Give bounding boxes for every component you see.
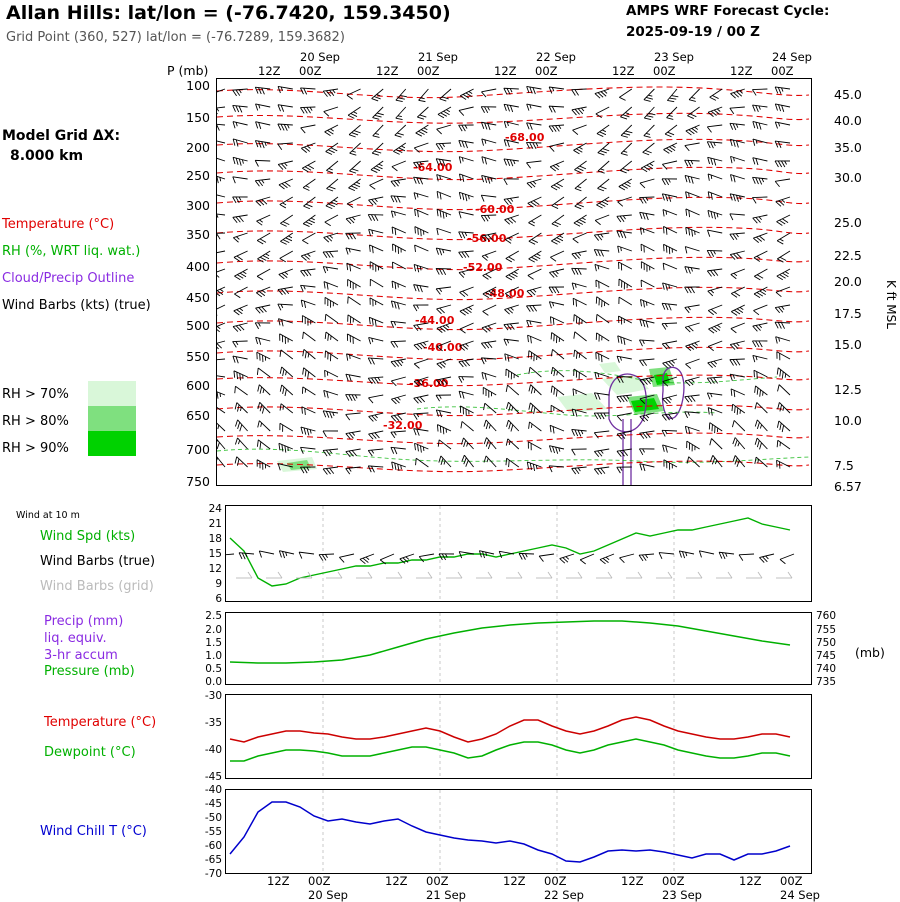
- label-windchill-series: Wind Chill T (°C): [40, 824, 147, 839]
- ytick-spd-15: 15: [182, 548, 222, 560]
- legend-rh90-swatch: [88, 431, 136, 456]
- legend-rh70-label: RH > 70%: [2, 387, 69, 402]
- ytick-left-7: 450: [168, 290, 210, 305]
- temperature-dewpoint-chart[interactable]: [225, 694, 812, 779]
- legend-cloud-precip: Cloud/Precip Outline: [2, 271, 134, 286]
- ytick-precip-1: 2.0: [182, 624, 222, 636]
- ytick-spd-24: 24: [182, 503, 222, 515]
- svg-text:-32.00: -32.00: [383, 419, 423, 432]
- sounding-chart[interactable]: [216, 78, 812, 486]
- ytick-precip-4: 0.5: [182, 663, 222, 675]
- xday-bottom-3: 23 Sep: [662, 888, 702, 902]
- xtick-bottom-6: 12Z: [621, 874, 644, 888]
- kft-axis-label: K ft MSL: [884, 280, 898, 329]
- xtick-bottom-2: 12Z: [385, 874, 408, 888]
- svg-text:-48.00: -48.00: [485, 287, 525, 300]
- label-temperature-series: Temperature (°C): [44, 715, 156, 730]
- ytick-precip-2: 1.5: [182, 637, 222, 649]
- ytick-left-5: 350: [168, 227, 210, 242]
- pressure-axis-label: P (mb): [167, 63, 208, 78]
- xtick-top-3: 00Z: [417, 64, 440, 78]
- label-wind-barbs-true: Wind Barbs (true): [40, 554, 155, 569]
- wind-barbs-grid-row: [236, 572, 792, 578]
- wind-speed-chart[interactable]: [225, 505, 812, 602]
- ytick-temp-1: -35: [182, 717, 222, 729]
- legend-rh: RH (%, WRT liq. wat.): [2, 244, 140, 259]
- dewpoint-line: [230, 739, 790, 761]
- pressure-precip-chart[interactable]: [225, 612, 812, 685]
- xday-top-3: 23 Sep: [654, 50, 694, 64]
- ytick-left-10: 600: [168, 378, 210, 393]
- legend-rh90-label: RH > 90%: [2, 441, 69, 456]
- ytick-press-1: 755: [816, 624, 856, 636]
- label-3hr-accum: 3-hr accum: [44, 648, 118, 663]
- ytick-left-9: 550: [168, 349, 210, 364]
- ytick-press-3: 745: [816, 650, 856, 662]
- ytick-chill-1: -45: [182, 798, 222, 810]
- forecast-cycle-value: 2025-09-19 / 00 Z: [626, 24, 760, 40]
- label-pressure: Pressure (mb): [44, 664, 135, 679]
- ytick-press-0: 760: [816, 610, 856, 622]
- ytick-precip-3: 1.0: [182, 650, 222, 662]
- ytick-left-12: 700: [168, 442, 210, 457]
- wind-barbs-true-row: [226, 551, 796, 566]
- ytick-right-7: 17.5: [834, 306, 878, 321]
- ytick-left-0: 100: [168, 78, 210, 93]
- pressure-line: [230, 621, 790, 663]
- ytick-chill-4: -60: [182, 840, 222, 852]
- ytick-left-8: 500: [168, 318, 210, 333]
- xday-bottom-4: 24 Sep: [780, 888, 820, 902]
- ytick-right-3: 30.0: [834, 170, 878, 185]
- svg-text:-56.00: -56.00: [467, 232, 507, 245]
- ytick-left-13: 750: [168, 474, 210, 489]
- legend-rh70-swatch: [88, 381, 136, 406]
- ytick-spd-9: 9: [182, 578, 222, 590]
- ytick-chill-0: -40: [182, 784, 222, 796]
- xtick-top-1: 00Z: [299, 64, 322, 78]
- xtick-top-2: 12Z: [376, 64, 399, 78]
- ytick-right-2: 35.0: [834, 140, 878, 155]
- forecast-cycle-label: AMPS WRF Forecast Cycle:: [626, 3, 829, 19]
- temperature-line: [230, 717, 790, 742]
- ytick-press-2: 750: [816, 637, 856, 649]
- ytick-spd-21: 21: [182, 518, 222, 530]
- ytick-spd-18: 18: [182, 533, 222, 545]
- temp-contour-labels: [383, 131, 545, 432]
- label-liq-equiv: liq. equiv.: [44, 631, 107, 646]
- ytick-temp-2: -40: [182, 744, 222, 756]
- model-grid-label: Model Grid ΔX:: [2, 128, 120, 144]
- legend-rh80-swatch: [88, 406, 136, 431]
- ytick-right-10: 10.0: [834, 413, 878, 428]
- ytick-temp-3: -45: [182, 771, 222, 783]
- ytick-left-3: 250: [168, 168, 210, 183]
- grid-point-subtitle: Grid Point (360, 527) lat/lon = (-76.7289, 159.3682): [6, 30, 345, 45]
- xtick-bottom-0: 12Z: [267, 874, 290, 888]
- ytick-press-5: 735: [816, 676, 856, 688]
- ytick-chill-6: -70: [182, 868, 222, 880]
- ytick-right-6: 20.0: [834, 274, 878, 289]
- wind-at-10m-label: Wind at 10 m: [16, 510, 80, 521]
- svg-text:-36.00: -36.00: [409, 377, 449, 390]
- xtick-top-0: 12Z: [258, 64, 281, 78]
- xtick-bottom-1: 00Z: [308, 874, 331, 888]
- xtick-top-9: 00Z: [771, 64, 794, 78]
- ytick-left-6: 400: [168, 259, 210, 274]
- ytick-right-12: 6.57: [834, 479, 878, 494]
- xtick-bottom-5: 00Z: [544, 874, 567, 888]
- ytick-right-8: 15.0: [834, 337, 878, 352]
- ytick-right-5: 22.5: [834, 248, 878, 263]
- ytick-right-4: 25.0: [834, 215, 878, 230]
- xday-bottom-1: 21 Sep: [426, 888, 466, 902]
- ytick-chill-3: -55: [182, 826, 222, 838]
- xtick-bottom-8: 12Z: [739, 874, 762, 888]
- legend-rh80-label: RH > 80%: [2, 414, 69, 429]
- label-wind-barbs-grid: Wind Barbs (grid): [40, 579, 154, 594]
- xday-bottom-0: 20 Sep: [308, 888, 348, 902]
- wind-chill-chart[interactable]: [225, 789, 812, 874]
- ytick-chill-5: -65: [182, 854, 222, 866]
- legend-temperature: Temperature (°C): [2, 217, 114, 232]
- ytick-precip-5: 0.0: [182, 676, 222, 688]
- ytick-press-4: 740: [816, 663, 856, 675]
- ytick-right-11: 7.5: [834, 458, 878, 473]
- label-wind-speed: Wind Spd (kts): [40, 529, 135, 544]
- page-title: Allan Hills: lat/lon = (-76.7420, 159.3450): [6, 2, 451, 24]
- label-precip: Precip (mm): [44, 614, 123, 629]
- xday-top-2: 22 Sep: [536, 50, 576, 64]
- ytick-right-9: 12.5: [834, 382, 878, 397]
- ytick-left-11: 650: [168, 408, 210, 423]
- ytick-chill-2: -50: [182, 812, 222, 824]
- xtick-bottom-4: 12Z: [503, 874, 526, 888]
- xday-top-1: 21 Sep: [418, 50, 458, 64]
- svg-text:-64.00: -64.00: [413, 161, 453, 174]
- xday-top-4: 24 Sep: [772, 50, 812, 64]
- xtick-top-4: 12Z: [494, 64, 517, 78]
- legend-wind-barbs: Wind Barbs (kts) (true): [2, 298, 151, 313]
- label-dewpoint-series: Dewpoint (°C): [44, 745, 136, 760]
- ytick-spd-12: 12: [182, 563, 222, 575]
- svg-text:-40.00: -40.00: [423, 341, 463, 354]
- ytick-left-1: 150: [168, 110, 210, 125]
- xtick-top-6: 12Z: [612, 64, 635, 78]
- svg-text:-68.00: -68.00: [505, 131, 545, 144]
- ytick-left-4: 300: [168, 198, 210, 213]
- ytick-spd-6: 6: [182, 593, 222, 605]
- ytick-right-1: 40.0: [834, 113, 878, 128]
- xtick-bottom-9: 00Z: [780, 874, 803, 888]
- xtick-top-8: 12Z: [730, 64, 753, 78]
- xtick-bottom-7: 00Z: [662, 874, 685, 888]
- ytick-precip-0: 2.5: [182, 610, 222, 622]
- model-grid-value: 8.000 km: [10, 148, 83, 164]
- xtick-top-5: 00Z: [535, 64, 558, 78]
- ytick-left-2: 200: [168, 140, 210, 155]
- svg-text:-52.00: -52.00: [463, 261, 503, 274]
- xtick-bottom-3: 00Z: [426, 874, 449, 888]
- xday-bottom-2: 22 Sep: [544, 888, 584, 902]
- mb-units-label: (mb): [855, 645, 885, 660]
- ytick-right-0: 45.0: [834, 87, 878, 102]
- xtick-top-7: 00Z: [653, 64, 676, 78]
- wind-chill-line: [230, 802, 790, 862]
- ytick-temp-0: -30: [182, 690, 222, 702]
- svg-text:-60.00: -60.00: [475, 203, 515, 216]
- svg-text:-44.00: -44.00: [415, 314, 455, 327]
- xday-top-0: 20 Sep: [300, 50, 340, 64]
